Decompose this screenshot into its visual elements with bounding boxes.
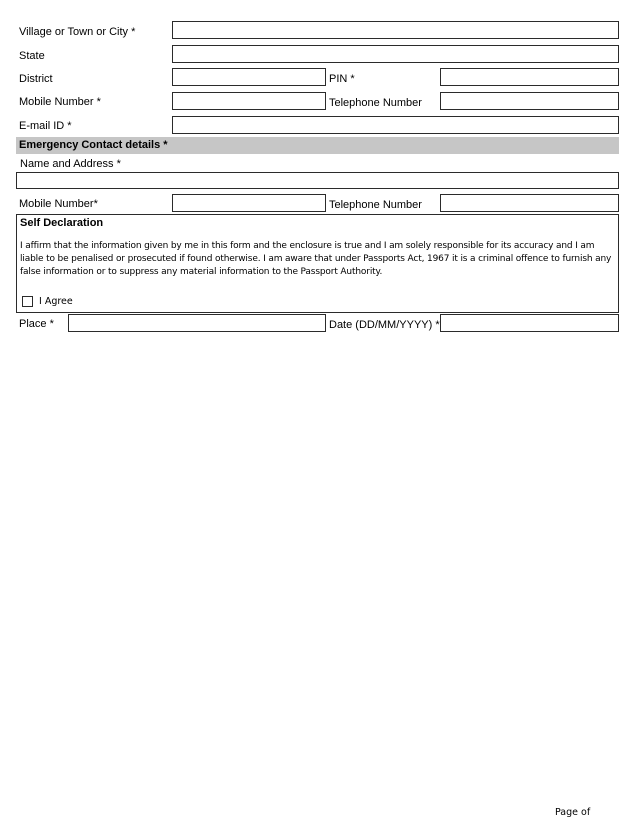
district-input[interactable] [172,68,326,86]
email-input[interactable] [172,116,619,134]
telephone-label: Telephone Number [329,97,422,109]
date-label: Date (DD/MM/YYYY) * [329,319,440,331]
emergency-telephone-label: Telephone Number [329,199,422,211]
self-declaration-text: I affirm that the information given by me in this form and the enclosure is true and I am solely responsible for its accuracy and I am liable to be penalised or prosecuted if found otherwise. I am aware that under Passports Act, 1967 it is a criminal offence to furnish any false information or to suppress any material information to the Passport Authority. [20,241,612,277]
place-label: Place * [19,318,54,330]
village-label: Village or Town or City * [19,26,136,38]
mobile-input[interactable] [172,92,326,110]
state-label: State [19,50,45,62]
telephone-input[interactable] [440,92,619,110]
mobile-label: Mobile Number * [19,96,101,108]
emergency-name-address-input[interactable] [16,172,619,189]
self-declaration-section [16,214,619,313]
emergency-mobile-input[interactable] [172,194,326,212]
emergency-telephone-input[interactable] [440,194,619,212]
emergency-header-text: Emergency Contact details * [19,139,168,151]
emergency-section-header [16,137,619,154]
place-input[interactable] [68,314,326,332]
pin-input[interactable] [440,68,619,86]
emergency-name-address-label: Name and Address * [20,158,121,170]
village-input[interactable] [172,21,619,39]
state-input[interactable] [172,45,619,63]
page-number: Page of [555,807,591,818]
email-label: E-mail ID * [19,120,72,132]
agree-checkbox[interactable] [22,296,33,307]
agree-label: I Agree [39,296,73,307]
emergency-mobile-label: Mobile Number* [19,198,98,210]
date-input[interactable] [440,314,619,332]
pin-label: PIN * [329,73,355,85]
self-declaration-title: Self Declaration [20,217,104,229]
district-label: District [19,73,53,85]
